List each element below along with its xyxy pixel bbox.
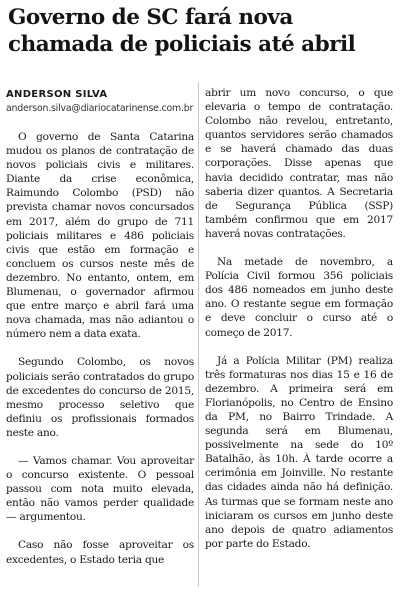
body-paragraph: Caso não fosse aproveitar os excedentes, o Estado teria que (6, 539, 194, 566)
quote-paragraph: — Vamos chamar. Vou aproveitar o concurso existente. O pessoal passou com nota muito elevada, então não vamos perder qualidade — argumentou. (6, 454, 194, 524)
headline-line-1: Governo de SC fará nova (8, 5, 293, 30)
body-paragraph: O governo de Santa Catarina mudou os planos de contratação de novos policiais civis e militares. Diante da crise econômica, Raimundo Colombo (PSD) não prevista chamar novos concursados em 2017, além do grupo de 711 policiais militares e 486 policiais civis que estão em formação e concluem os cursos neste mês de dezembro. No entanto, ontem, em Blumenau, o governador afirmou que entre março e abril fará uma nova chamada, mas não adiantou o número nem a data exata. (6, 131, 194, 341)
article-headline (8, 4, 403, 58)
body-paragraph: Já a Polícia Militar (PM) realiza três formaturas nos dias 15 e 16 de dezembro. A primeira será em Florianópolis, no Centro de Ensino da PM, no Bairro Trindade. A segunda será em Blumenau, possivelmente na sede do 10º Batalhão, às 10h. À tarde ocorre a cerimônia em Joinville. No restante das cidades ainda não há definição. As turmas que se formam neste ano iniciaram os cursos em junho deste ano depois de quatro adiamentos por parte do Estado. (205, 354, 393, 550)
body-paragraph-continued: abrir um novo concurso, o que elevaria o tempo de contratação. Colombo não revelou, entretanto, quantos servidores serão chamados e se haverá chamado das duas corporações. Disse apenas que havia decidido contratar, mas não saberia dizer quantos. A Secretaria de Segurança Pública (SSP) também confirmou que em 2017 haverá novas contratações. (205, 87, 393, 240)
headline-line-2: chamada de policiais até abril (8, 32, 356, 57)
body-paragraph: Na metade de novembro, a Polícia Civil formou 356 policiais dos 486 nomeados em junho deste ano. O restante segue em formação e deve concluir o curso até o começo de 2017. (205, 256, 393, 339)
body-paragraph: Segundo Colombo, os novos policiais serão contratados do grupo de excedentes do concurso de 2015, mesmo processo seletivo que definiu os profissionais formados neste ano. (6, 356, 194, 439)
author-byline: ANDERSON SILVA (6, 89, 108, 100)
article-column-left (6, 88, 194, 567)
column-divider (198, 82, 199, 587)
author-email[interactable]: anderson.silva@diariocatarinense.com.br (6, 103, 194, 114)
article-column-right (205, 86, 393, 551)
